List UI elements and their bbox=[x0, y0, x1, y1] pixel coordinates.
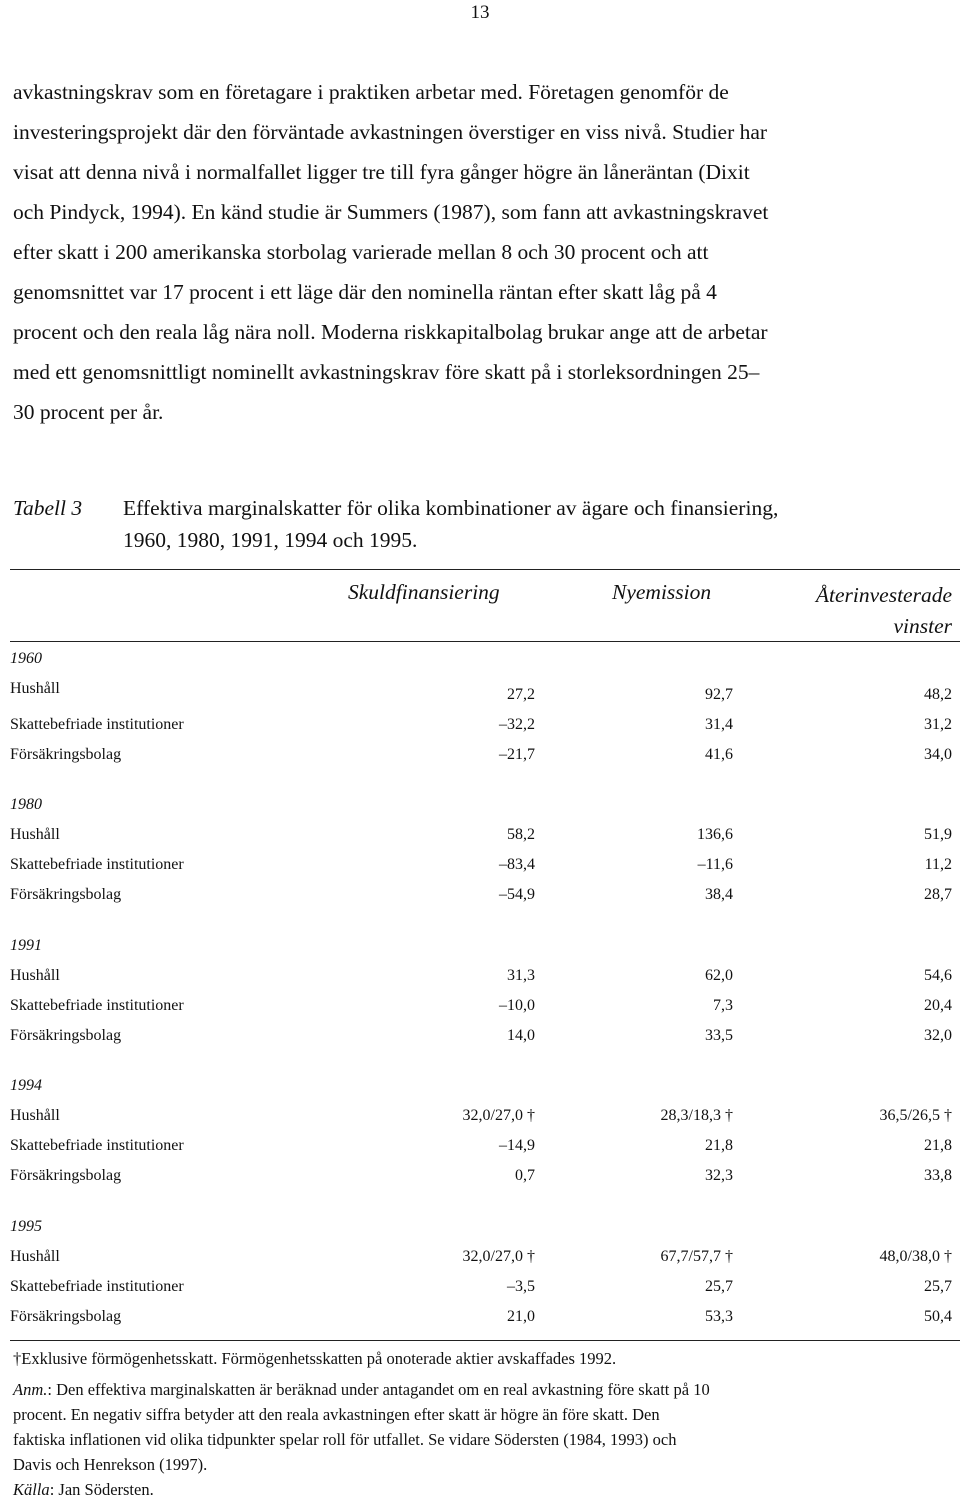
source-label: Källa bbox=[13, 1480, 50, 1499]
value-skuldfinansiering: –21,7 bbox=[499, 746, 535, 763]
anm-footnote-line bbox=[13, 1377, 948, 1402]
value-skuldfinansiering: 0,7 bbox=[515, 1167, 535, 1184]
value-nyemission: 21,8 bbox=[705, 1137, 733, 1154]
value-skuldfinansiering: –3,5 bbox=[507, 1278, 535, 1295]
column-header-nyemission: Nyemission bbox=[612, 580, 712, 604]
table-footnotes bbox=[13, 1346, 948, 1502]
value-aterinvesterade: 34,0 bbox=[924, 746, 952, 763]
row-label: Skattebefriade institutioner bbox=[10, 716, 184, 733]
body-line: och Pindyck, 1994). En känd studie är Summers (1987), som fann att avkastningskravet bbox=[13, 200, 769, 224]
value-skuldfinansiering: 32,0/27,0 † bbox=[462, 1107, 535, 1124]
value-aterinvesterade: 48,0/38,0 † bbox=[879, 1248, 952, 1265]
row-label: Hushåll bbox=[10, 1248, 60, 1265]
value-nyemission: 38,4 bbox=[705, 886, 733, 903]
value-aterinvesterade: 21,8 bbox=[924, 1137, 952, 1154]
table-row bbox=[0, 1278, 960, 1308]
value-nyemission: 28,3/18,3 † bbox=[660, 1107, 733, 1124]
row-label: Försäkringsbolag bbox=[10, 1308, 122, 1325]
value-skuldfinansiering: –32,2 bbox=[499, 716, 535, 733]
value-skuldfinansiering: 21,0 bbox=[507, 1308, 535, 1325]
dagger-footnote: †Exklusive förmögenhetsskatt. Förmögenhetsskatten på onoterade aktier avskaffades 1992. bbox=[13, 1349, 617, 1368]
value-nyemission: 62,0 bbox=[705, 967, 733, 984]
source-footnote bbox=[13, 1477, 948, 1502]
year-heading: 1980 bbox=[10, 796, 42, 813]
value-skuldfinansiering: –83,4 bbox=[499, 856, 535, 873]
body-line: 30 procent per år. bbox=[13, 400, 164, 424]
table-row bbox=[0, 856, 960, 886]
column-header-line: vinster bbox=[893, 614, 952, 638]
value-aterinvesterade: 25,7 bbox=[924, 1278, 952, 1295]
value-aterinvesterade: 31,2 bbox=[924, 716, 952, 733]
value-aterinvesterade: 50,4 bbox=[924, 1308, 952, 1325]
anm-footnote-line: faktiska inflationen vid olika tidpunkter spelar roll för utfallet. Se vidare Södersten (1984, 1993) och bbox=[13, 1430, 677, 1449]
value-nyemission: 41,6 bbox=[705, 746, 733, 763]
row-label: Hushåll bbox=[10, 1107, 60, 1124]
value-aterinvesterade: 33,8 bbox=[924, 1167, 952, 1184]
row-label: Hushåll bbox=[10, 826, 60, 843]
value-nyemission: 7,3 bbox=[713, 997, 733, 1014]
table-row bbox=[0, 886, 960, 916]
anm-footnote-line: procent. En negativ siffra betyder att den reala avkastningen efter skatt är högre än före skatt. Den bbox=[13, 1405, 660, 1424]
value-nyemission: 25,7 bbox=[705, 1278, 733, 1295]
value-skuldfinansiering: 32,0/27,0 † bbox=[462, 1248, 535, 1265]
anm-footnote-line: Davis och Henrekson (1997). bbox=[13, 1455, 208, 1474]
value-aterinvesterade: 48,2 bbox=[924, 686, 952, 703]
table-top-rule bbox=[10, 569, 960, 570]
body-line: med ett genomsnittligt nominellt avkastningskrav före skatt på i storleksordningen 25– bbox=[13, 360, 760, 384]
header-bottom-rule bbox=[10, 641, 960, 642]
year-heading: 1994 bbox=[10, 1077, 42, 1094]
row-label: Skattebefriade institutioner bbox=[10, 1278, 184, 1295]
row-label: Försäkringsbolag bbox=[10, 886, 122, 903]
body-line: avkastningskrav som en företagare i praktiken arbetar med. Företagen genomför de bbox=[13, 80, 729, 104]
table-caption-line-1: Effektiva marginalskatter för olika kombinationer av ägare och finansiering, bbox=[123, 496, 779, 520]
table-caption-line-2: 1960, 1980, 1991, 1994 och 1995. bbox=[123, 528, 418, 552]
table-row bbox=[0, 997, 960, 1027]
body-line: efter skatt i 200 amerikanska storbolag varierade mellan 8 och 30 procent och att bbox=[13, 240, 709, 264]
value-aterinvesterade: 51,9 bbox=[924, 826, 952, 843]
row-label: Hushåll bbox=[10, 680, 60, 697]
row-label: Försäkringsbolag bbox=[10, 1167, 122, 1184]
table-bottom-rule bbox=[10, 1340, 960, 1341]
value-nyemission: 92,7 bbox=[705, 686, 733, 703]
column-header-aterinvesterade bbox=[816, 580, 952, 642]
table-row bbox=[0, 716, 960, 746]
value-nyemission: 53,3 bbox=[705, 1308, 733, 1325]
table-row bbox=[0, 967, 960, 997]
value-skuldfinansiering: 31,3 bbox=[507, 967, 535, 984]
body-line: investeringsprojekt där den förväntade avkastningen överstiger en viss nivå. Studier har bbox=[13, 120, 768, 144]
source-text: : Jan Södersten. bbox=[49, 1480, 154, 1499]
body-line: genomsnittet var 17 procent i ett läge där den nominella räntan efter skatt låg på 4 bbox=[13, 280, 717, 304]
page-number: 13 bbox=[470, 2, 490, 23]
value-skuldfinansiering: 27,2 bbox=[507, 686, 535, 703]
value-nyemission: 31,4 bbox=[705, 716, 733, 733]
table-row bbox=[0, 1137, 960, 1167]
value-nyemission: –11,6 bbox=[697, 856, 733, 873]
value-nyemission: 136,6 bbox=[697, 826, 733, 843]
value-aterinvesterade: 32,0 bbox=[924, 1027, 952, 1044]
value-skuldfinansiering: –10,0 bbox=[499, 997, 535, 1014]
anm-text: : Den effektiva marginalskatten är beräknad under antagandet om en real avkastning före skatt på 10 bbox=[47, 1380, 710, 1399]
value-nyemission: 32,3 bbox=[705, 1167, 733, 1184]
row-label: Försäkringsbolag bbox=[10, 1027, 122, 1044]
table-label: Tabell 3 bbox=[13, 496, 83, 520]
value-aterinvesterade: 36,5/26,5 † bbox=[879, 1107, 952, 1124]
table-row bbox=[0, 1167, 960, 1197]
row-label: Försäkringsbolag bbox=[10, 746, 122, 763]
value-aterinvesterade: 11,2 bbox=[924, 856, 952, 873]
anm-label: Anm. bbox=[13, 1380, 48, 1399]
value-skuldfinansiering: 14,0 bbox=[507, 1027, 535, 1044]
table-row bbox=[0, 1027, 960, 1057]
value-skuldfinansiering: –54,9 bbox=[499, 886, 535, 903]
value-aterinvesterade: 20,4 bbox=[924, 997, 952, 1014]
table-row bbox=[0, 1248, 960, 1278]
table-row bbox=[0, 1107, 960, 1137]
body-paragraph bbox=[13, 72, 953, 432]
value-skuldfinansiering: –14,9 bbox=[499, 1137, 535, 1154]
column-header-line: Återinvesterade bbox=[815, 583, 952, 607]
table-row bbox=[0, 746, 960, 776]
table-row bbox=[0, 680, 960, 710]
year-heading: 1995 bbox=[10, 1218, 42, 1235]
row-label: Skattebefriade institutioner bbox=[10, 997, 184, 1014]
value-skuldfinansiering: 58,2 bbox=[507, 826, 535, 843]
year-heading: 1991 bbox=[10, 937, 42, 954]
body-line: visat att denna nivå i normalfallet ligger tre till fyra gånger högre än låneräntan (Dixit bbox=[13, 160, 750, 184]
year-heading: 1960 bbox=[10, 650, 42, 667]
column-header-skuldfinansiering: Skuldfinansiering bbox=[348, 580, 500, 604]
body-line: procent och den reala låg nära noll. Moderna riskkapitalbolag brukar ange att de arbetar bbox=[13, 320, 768, 344]
value-nyemission: 33,5 bbox=[705, 1027, 733, 1044]
row-label: Hushåll bbox=[10, 967, 60, 984]
row-label: Skattebefriade institutioner bbox=[10, 1137, 184, 1154]
value-aterinvesterade: 54,6 bbox=[924, 967, 952, 984]
table-row bbox=[0, 826, 960, 856]
table-row bbox=[0, 1308, 960, 1338]
value-aterinvesterade: 28,7 bbox=[924, 886, 952, 903]
row-label: Skattebefriade institutioner bbox=[10, 856, 184, 873]
value-nyemission: 67,7/57,7 † bbox=[660, 1248, 733, 1265]
